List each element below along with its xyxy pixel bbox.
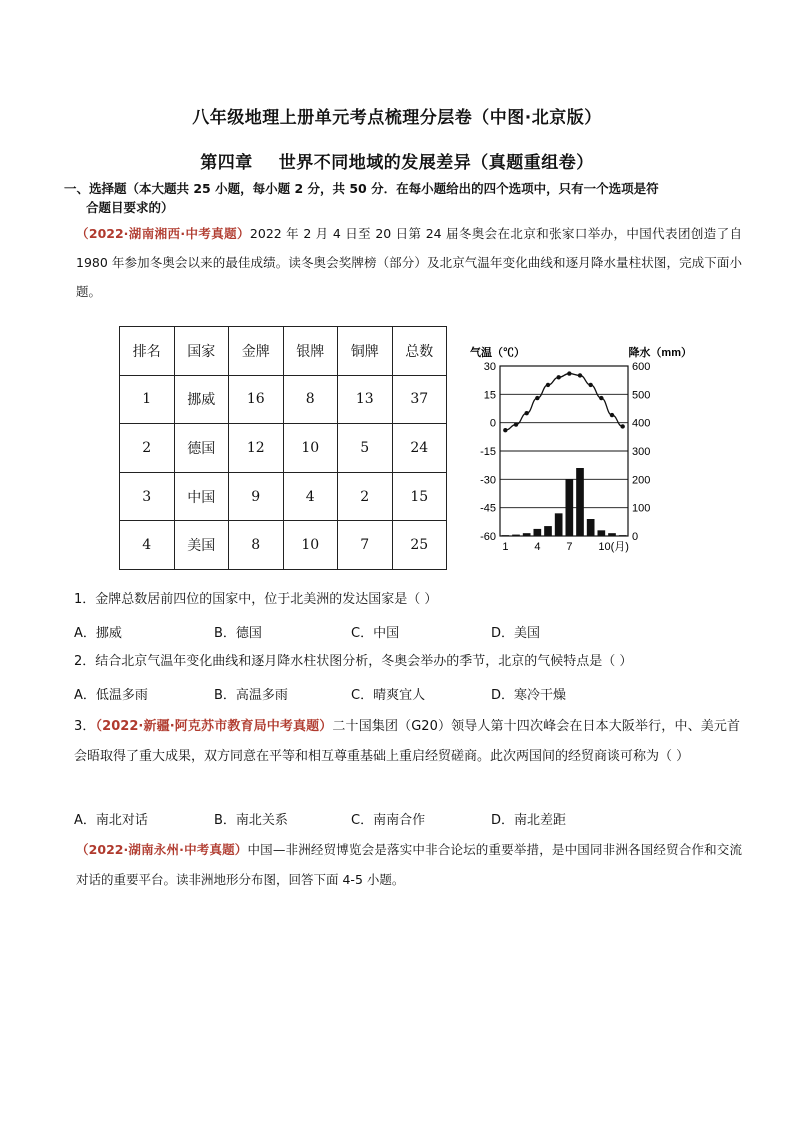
- table-cell: 15: [392, 472, 447, 521]
- table-cell: 中国: [174, 472, 229, 521]
- chapter-label: 第四章: [200, 153, 253, 173]
- temp-tick-label: -30: [480, 474, 496, 487]
- table-cell: 10: [283, 424, 338, 473]
- table-cell: 2: [120, 424, 175, 473]
- precip-tick-label: 200: [632, 474, 651, 487]
- precip-bar: [555, 513, 563, 536]
- chart-ticks: [480, 361, 650, 553]
- table-cell: 8: [229, 521, 284, 570]
- table-cell: 4: [283, 472, 338, 521]
- temp-point: [503, 428, 507, 432]
- precip-bar: [576, 468, 584, 536]
- section-heading: [64, 179, 744, 217]
- table-cell: 24: [392, 424, 447, 473]
- table-header-cell: 金牌: [229, 327, 284, 376]
- table-row: [120, 472, 447, 521]
- q3-option-a[interactable]: A．南北对话: [74, 813, 148, 828]
- table-cell: 9: [229, 472, 284, 521]
- q1-option-b[interactable]: B．德国: [214, 626, 262, 641]
- precip-bar: [544, 526, 552, 536]
- question-2: 2．结合北京气温年变化曲线和逐月降水柱状图分析，冬奥会举办的季节，北京的气候特点是（ ）: [74, 654, 633, 669]
- table-cell: 10: [283, 521, 338, 570]
- table-row: [120, 521, 447, 570]
- table-cell: 16: [229, 375, 284, 424]
- table-cell: 2: [338, 472, 393, 521]
- passage-1-text: 2022 年 2 月 4 日至 20 日第 24 届冬奥会在北京和张家口举办，中国代表团创造了自 1980 年参加冬奥会以来的最佳成绩。读冬奥会奖牌榜（部分）及北京气温年变化曲线和逐月降水量柱状图，完成下面小题。: [76, 226, 742, 299]
- q2-option-d[interactable]: D．寒冷干燥: [491, 688, 567, 703]
- chapter-title: 世界不同地域的发展差异（真题重组卷）: [278, 153, 594, 173]
- temp-point: [610, 413, 614, 417]
- temp-point: [567, 371, 571, 375]
- passage-2-source: （2022·湖南永州·中考真题）: [76, 842, 248, 857]
- table-cell: 25: [392, 521, 447, 570]
- precip-bar: [512, 535, 520, 536]
- precip-tick-label: 400: [632, 417, 651, 430]
- temp-tick-label: 0: [489, 417, 496, 430]
- table-header-cell: 国家: [174, 327, 229, 376]
- precip-bar: [608, 533, 616, 536]
- precip-bar: [587, 519, 595, 536]
- temp-tick-label: -45: [480, 502, 496, 515]
- table-row: [120, 424, 447, 473]
- table-header-cell: 总数: [392, 327, 447, 376]
- q3-option-d[interactable]: D．南北差距: [491, 813, 567, 828]
- chapter-heading: [0, 148, 794, 173]
- temp-line: [503, 371, 625, 432]
- temp-point: [524, 411, 528, 415]
- table-cell: 3: [120, 472, 175, 521]
- section-heading-line2: 合题目要求的）: [86, 200, 174, 215]
- q1-option-d[interactable]: D．美国: [491, 626, 541, 641]
- month-tick-label: 10(月): [598, 541, 629, 553]
- chart-grid: [500, 366, 628, 536]
- precip-tick-label: 0: [632, 531, 639, 543]
- medal-table-header-row: [120, 327, 447, 376]
- temp-tick-label: 30: [483, 361, 496, 373]
- table-cell: 13: [338, 375, 393, 424]
- question-3-text: 二十国集团（G20）领导人第十四次峰会在日本大阪举行，中、美元首会晤取得了重大成果，双方同意在平等和相互尊重基础上重启经贸磋商。此次两国间的经贸商谈可称为（ ）: [74, 719, 740, 764]
- temp-point: [535, 396, 539, 400]
- q2-option-b[interactable]: B．高温多雨: [214, 688, 288, 703]
- table-cell: 美国: [174, 521, 229, 570]
- precip-bar: [501, 535, 509, 536]
- precip-bar: [565, 479, 573, 536]
- q2-option-c[interactable]: C．晴爽宜人: [351, 688, 426, 703]
- q2-option-a[interactable]: A．低温多雨: [74, 688, 148, 703]
- temp-point: [599, 396, 603, 400]
- medal-table: [119, 326, 447, 570]
- temp-point: [514, 422, 518, 426]
- passage-2: [76, 835, 742, 895]
- precip-tick-label: 500: [632, 389, 651, 402]
- question-1: 1．金牌总数居前四位的国家中，位于北美洲的发达国家是（ ）: [74, 592, 438, 607]
- temp-point: [556, 375, 560, 379]
- table-header-cell: 银牌: [283, 327, 338, 376]
- temp-tick-label: -15: [480, 446, 496, 458]
- temp-tick-label: 15: [483, 389, 496, 402]
- table-cell: 4: [120, 521, 175, 570]
- passage-1: [76, 219, 742, 306]
- table-cell: 挪威: [174, 375, 229, 424]
- table-cell: 7: [338, 521, 393, 570]
- q3-option-b[interactable]: B．南北关系: [214, 813, 288, 828]
- q1-option-a[interactable]: A．挪威: [74, 626, 122, 641]
- temp-axis-label: 气温（℃）: [470, 347, 525, 359]
- temp-tick-label: -60: [480, 531, 496, 543]
- temp-point: [578, 373, 582, 377]
- question-3: [74, 712, 740, 772]
- table-cell: 37: [392, 375, 447, 424]
- table-header-cell: 排名: [120, 327, 175, 376]
- temp-point: [588, 383, 592, 387]
- q3-option-c[interactable]: C．南南合作: [351, 813, 426, 828]
- month-tick-label: 4: [534, 541, 541, 553]
- question-3-number: 3．: [74, 719, 96, 734]
- precip-bar: [597, 530, 605, 536]
- precip-tick-label: 100: [632, 502, 651, 515]
- precip-bars: [501, 468, 626, 536]
- document-title: 八年级地理上册单元考点梳理分层卷（中图·北京版）: [192, 108, 602, 128]
- temp-curve: [505, 374, 622, 431]
- table-cell: 12: [229, 424, 284, 473]
- precip-bar: [523, 533, 531, 536]
- table-cell: 德国: [174, 424, 229, 473]
- section-heading-line1: 一、选择题（本大题共 25 小题，每小题 2 分，共 50 分．在每小题给出的四个选项中，只有一个选项是符: [64, 181, 659, 196]
- precip-axis-label: 降水（mm）: [628, 347, 692, 359]
- month-tick-label: 1: [502, 541, 509, 553]
- month-tick-label: 7: [566, 541, 573, 553]
- temp-point: [620, 424, 624, 428]
- precip-tick-label: 300: [632, 446, 651, 458]
- table-row: [120, 375, 447, 424]
- passage-1-source: （2022·湖南湘西·中考真题）: [76, 226, 250, 241]
- precip-bar: [619, 535, 627, 536]
- precip-tick-label: 600: [632, 361, 651, 373]
- passage-2-text: 中国—非洲经贸博览会是落实中非合论坛的重要举措，是中国同非洲各国经贸合作和交流对话的重要平台。读非洲地形分布图，回答下面 4-5 小题。: [76, 842, 742, 887]
- precip-bar: [533, 529, 541, 536]
- climate-chart: [468, 342, 693, 554]
- table-cell: 5: [338, 424, 393, 473]
- table-cell: 1: [120, 375, 175, 424]
- question-3-source: （2022·新疆·阿克苏市教育局中考真题）: [95, 719, 333, 734]
- table-cell: 8: [283, 375, 338, 424]
- q1-option-c[interactable]: C．中国: [351, 626, 400, 641]
- temp-point: [546, 383, 550, 387]
- table-header-cell: 铜牌: [338, 327, 393, 376]
